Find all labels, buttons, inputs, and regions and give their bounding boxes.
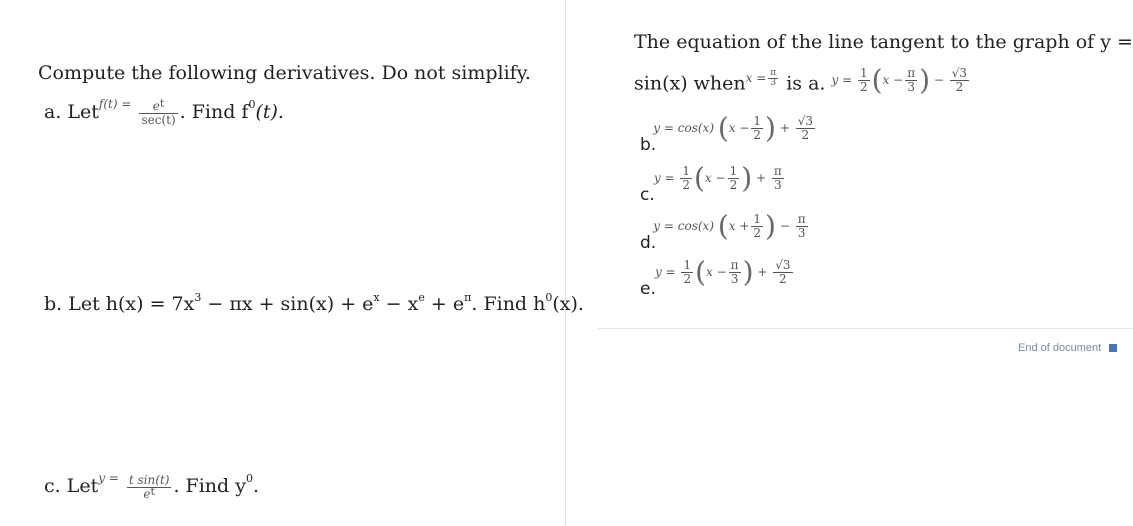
end-of-document-label: End of document xyxy=(1018,342,1117,354)
question-b: b. Let $h(x) = 7x^3 - \pi x + \sin(x) + e^x - x^e + e^\pi$. Find $h^0(x)$. xyxy=(44,291,584,315)
question-a-tail: . Find f xyxy=(179,101,249,124)
choice-a: y = 1 2 (x − π 3 ) − √3 2 xyxy=(831,63,968,96)
question-c-lhs: y = xyxy=(98,471,119,486)
question-a: a. Let$^{f(t) =}$ $\frac{et}{\sec(t)}$ . Find $f^0(t)$. xyxy=(44,97,284,127)
choice-d: d. $^{y = cos(x) (x + \frac{1}{2} ) - \frac{\pi}{3}}$ xyxy=(640,209,806,253)
question-c-fraction: $\frac{\text{t sin(t)}}{et}$ xyxy=(128,473,170,501)
choice-e: e. $^{y = \frac{1}{2} (x - \frac{\pi}{3} ) + \frac{√3}{2}}$ xyxy=(640,255,791,299)
choice-b: b. $^{y = cos(x) (x - \frac{1}{2} ) + \frac{√3}{2}}$ xyxy=(640,111,813,155)
instructions-heading: Compute the following derivatives. Do not simplify. xyxy=(38,62,531,84)
question-c-tail: . Find y xyxy=(173,475,246,498)
tangent-question-line2: sin(x) when$^{x =}$ $\frac{\pi}{3}$ is a. $^{y = \frac{1}{2} (x - \frac{\pi}{3} ) - \frac{√3}{2}}$ xyxy=(634,72,971,100)
question-a-label: a. Let xyxy=(44,101,99,124)
question-a-lhs: f(t) = xyxy=(98,97,132,112)
question-c-label: c. Let xyxy=(44,475,99,498)
end-divider xyxy=(598,328,1133,329)
choice-c: c. $^{y = \frac{1}{2} (x - \frac{1}{2} ) + \frac{\pi}{3}}$ xyxy=(640,161,782,205)
question-a-fraction: $\frac{et}{\sec(t)}$ xyxy=(141,97,176,127)
question-c: c. Let$^{y =}$ $\frac{\text{t sin(t)}}{et}$ . Find $y^0$. xyxy=(44,471,260,501)
tangent-question-line1: The equation of the line tangent to the graph of y = xyxy=(634,31,1133,53)
end-marker-icon xyxy=(1109,344,1117,352)
